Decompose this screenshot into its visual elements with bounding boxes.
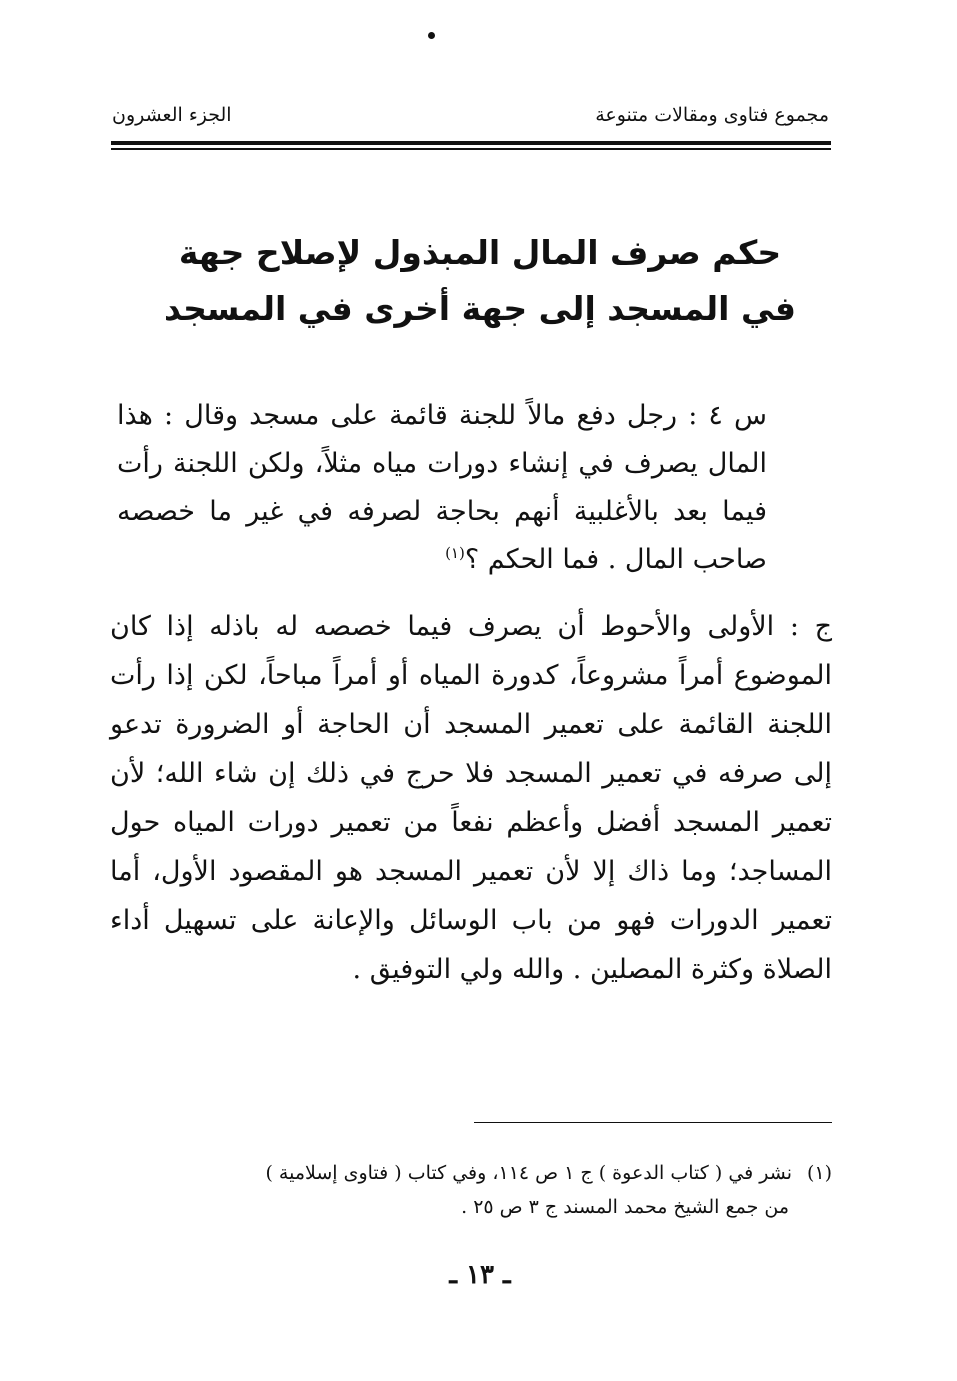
- question-label: س ٤ :: [688, 400, 767, 431]
- footnote-reference: (١): [445, 544, 465, 562]
- footnote-separator: [474, 1122, 832, 1123]
- heading-line-2: في المسجد إلى جهة أخرى في المسجد: [164, 289, 796, 328]
- footnote: [110, 1156, 832, 1224]
- header-rule-thick: [111, 141, 831, 145]
- question-paragraph: [117, 392, 767, 584]
- volume-label: الجزء العشرون: [112, 104, 232, 126]
- footnote-line-2: من جمع الشيخ محمد المسند ج ٣ ص ٢٥ .: [461, 1196, 789, 1218]
- heading-line-1: حكم صرف المال المبذول لإصلاح جهة: [178, 233, 782, 272]
- answer-label: ج :: [789, 611, 832, 642]
- running-header: [112, 100, 829, 130]
- footnote-line-1: [110, 1156, 832, 1190]
- footnote-number: (١): [806, 1162, 832, 1184]
- fatwa-heading: [150, 225, 810, 337]
- header-rule-thin: [111, 148, 831, 150]
- answer-paragraph: [110, 602, 832, 994]
- answer-text: الأولى والأحوط أن يصرف فيما خصصه له باذله إذا كان الموضوع أمراً مشروعاً، كدورة المياه أو أمراً مباحاً، لكن إذا رأت اللجنة القائمة على تعمير المسجد أن الحاجة أو الضرورة تدعو إلى صرفه في تعمير المسجد فلا حرج في ذلك إن شاء الله؛ لأن تعمير المسجد أفضل وأعظم نفعاً من تعمير دورات المياه حول المساجد؛ وما ذاك إلا لأن تعمير المسجد هو المقصود الأول، أما تعمير الدورات فهو من باب الوسائل والإعانة على تسهيل أداء الصلاة وكثرة المصلين . والله ولي التوفيق .: [110, 611, 832, 985]
- book-title: مجموع فتاوى ومقالات متنوعة: [595, 104, 829, 126]
- header-double-rule: [111, 141, 831, 150]
- footnote-text-1: نشر في ( كتاب الدعوة ) ج ١ ص ١١٤، وفي كتاب ( فتاوى إسلامية ): [265, 1162, 792, 1184]
- page-number: ـ ١٣ ـ: [449, 1260, 511, 1290]
- top-dot-mark: [428, 32, 435, 39]
- question-text: رجل دفع مالاً للجنة قائمة على مسجد وقال : هذا المال يصرف في إنشاء دورات مياه مثلاً، ولكن اللجنة رأت فيما بعد بالأغلبية أنهم بحاجة لصرفه في غير ما خصصه صاحب المال . فما الحكم ؟: [117, 400, 767, 575]
